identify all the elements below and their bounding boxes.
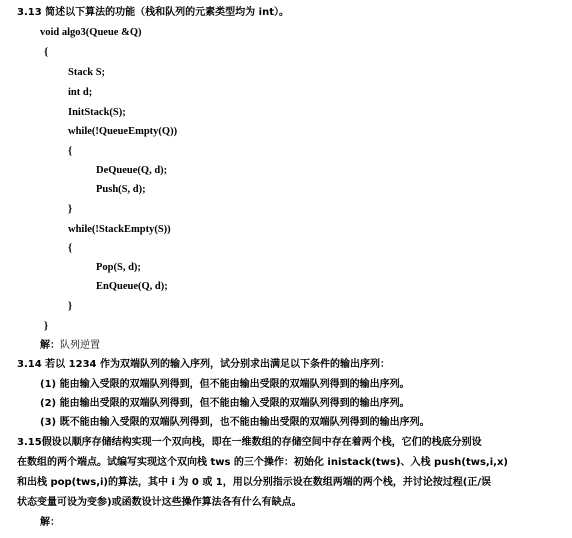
answer-3-15-label: 解： [40,517,60,528]
code-line: DeQueue(Q, d); [96,165,168,176]
question-text: 假设以顺序存储结构实现一个双向栈，即在一维数组的存储空间中存在着两个栈，它们的栈底分别设 [41,437,482,448]
question-3-15-line-1 [17,436,482,450]
question-3-15-line-2: 在数组的两个端点。试编写实现这个双向栈 tws 的三个操作：初始化 inistack(tws)、入栈 push(tws,i,x) [17,457,508,468]
question-3-14-item-2: (2) 能由输出受限的双端队列得到，但不能由输入受限的双端队列得到的输出序列。 [40,398,410,409]
code-line: while(!StackEmpty(S)) [68,224,171,235]
question-text: 若以 1234 作为双端队列的输入序列，试分别求出满足以下条件的输出序列： [45,359,390,370]
question-3-14-item-1: (1) 能由输入受限的双端队列得到，但不能由输出受限的双端队列得到的输出序列。 [40,379,410,390]
question-3-14-header [17,358,390,372]
code-line: Pop(S, d); [96,262,141,273]
code-line: Push(S, d); [96,184,146,195]
code-line: int d; [68,87,93,98]
code-line: InitStack(S); [68,107,126,118]
question-number: 3.13 [17,7,42,18]
code-line: } [68,204,73,215]
code-line: } [44,321,49,332]
question-3-15-line-3: 和出栈 pop(tws,i)的算法，其中 i 为 0 或 1，用以分别指示设在数组两端的两个栈，并讨论按过程(正/误 [17,477,491,488]
answer-3-13 [40,339,100,353]
code-line: { [68,146,73,157]
answer-text: 队列逆置 [60,340,100,351]
code-line: Stack S; [68,67,106,78]
code-line: { [44,47,49,58]
question-number: 3.15 [17,437,42,448]
question-3-15-line-4: 状态变量可设为变参)或函数设计这些操作算法各有什么有缺点。 [17,497,302,508]
code-line: { [68,243,73,254]
question-text: 简述以下算法的功能（栈和队列的元素类型均为 int）。 [45,7,289,18]
code-line: EnQueue(Q, d); [96,281,168,292]
code-line: while(!QueueEmpty(Q)) [68,126,178,137]
question-3-13-header [17,6,289,20]
question-3-14-item-3: (3) 既不能由输入受限的双端队列得到，也不能由输出受限的双端队列得到的输出序列。 [40,417,430,428]
code-line: } [68,301,73,312]
question-number: 3.14 [17,359,42,370]
answer-label: 解： [40,340,60,351]
code-line: void algo3(Queue &Q) [40,27,142,38]
